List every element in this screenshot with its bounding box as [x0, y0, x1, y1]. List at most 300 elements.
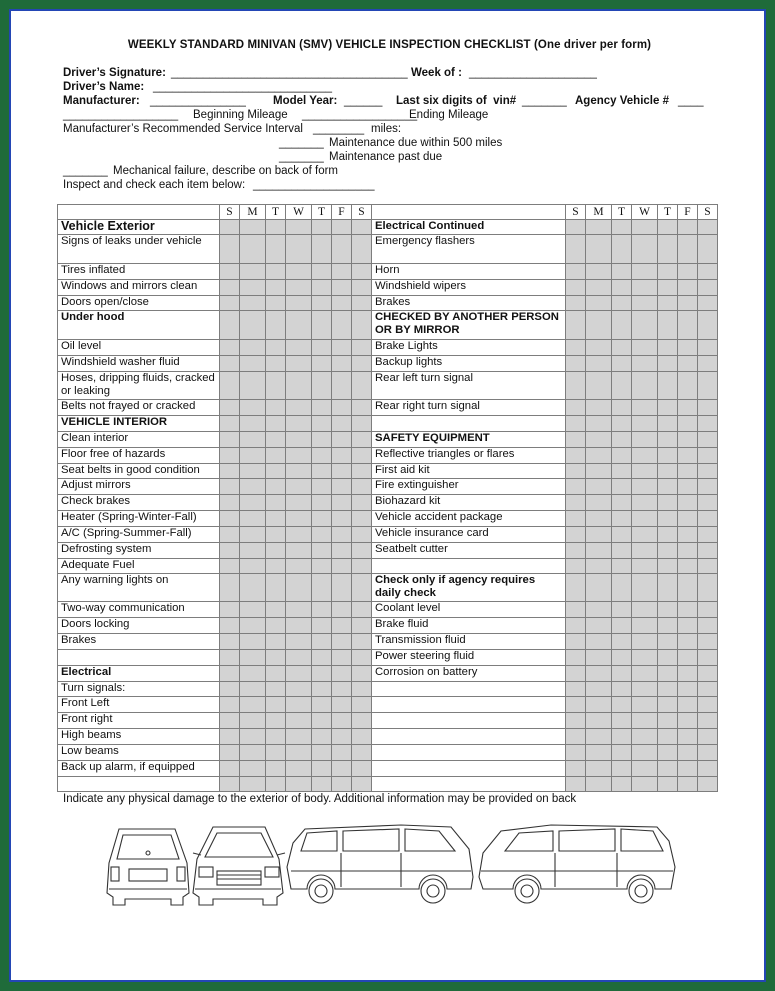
left-check-cell[interactable] [286, 745, 312, 761]
left-check-cell[interactable] [286, 511, 312, 527]
right-check-cell[interactable] [658, 729, 678, 745]
right-check-cell[interactable] [658, 495, 678, 511]
week-of-field[interactable]: ____________________ [469, 67, 597, 79]
right-check-cell[interactable] [612, 280, 632, 296]
left-check-cell[interactable] [240, 511, 266, 527]
right-check-cell[interactable] [658, 777, 678, 792]
right-check-cell[interactable] [586, 479, 612, 495]
left-check-cell[interactable] [352, 264, 372, 280]
left-check-cell[interactable] [286, 634, 312, 650]
left-check-cell[interactable] [286, 296, 312, 311]
right-check-cell[interactable] [612, 416, 632, 432]
right-check-cell[interactable] [566, 559, 586, 574]
left-check-cell[interactable] [312, 220, 332, 235]
left-check-cell[interactable] [266, 372, 286, 400]
right-check-cell[interactable] [658, 340, 678, 356]
left-check-cell[interactable] [312, 543, 332, 559]
left-check-cell[interactable] [266, 650, 286, 666]
right-check-cell[interactable] [658, 235, 678, 264]
right-check-cell[interactable] [612, 634, 632, 650]
right-check-cell[interactable] [698, 618, 718, 634]
left-check-cell[interactable] [266, 618, 286, 634]
left-check-cell[interactable] [332, 296, 352, 311]
left-check-cell[interactable] [352, 713, 372, 729]
left-check-cell[interactable] [286, 235, 312, 264]
left-check-cell[interactable] [240, 697, 266, 713]
left-check-cell[interactable] [240, 220, 266, 235]
left-check-cell[interactable] [286, 682, 312, 697]
right-check-cell[interactable] [612, 618, 632, 634]
right-check-cell[interactable] [678, 432, 698, 448]
left-check-cell[interactable] [352, 372, 372, 400]
left-check-cell[interactable] [286, 495, 312, 511]
right-check-cell[interactable] [566, 527, 586, 543]
right-check-cell[interactable] [698, 264, 718, 280]
right-check-cell[interactable] [586, 464, 612, 479]
right-check-cell[interactable] [658, 543, 678, 559]
left-check-cell[interactable] [352, 400, 372, 416]
left-check-cell[interactable] [332, 264, 352, 280]
left-check-cell[interactable] [266, 682, 286, 697]
left-check-cell[interactable] [220, 634, 240, 650]
right-check-cell[interactable] [566, 682, 586, 697]
left-check-cell[interactable] [220, 527, 240, 543]
left-check-cell[interactable] [352, 280, 372, 296]
left-check-cell[interactable] [332, 697, 352, 713]
right-check-cell[interactable] [566, 464, 586, 479]
right-check-cell[interactable] [612, 448, 632, 464]
left-check-cell[interactable] [266, 356, 286, 372]
right-check-cell[interactable] [678, 296, 698, 311]
right-check-cell[interactable] [632, 372, 658, 400]
right-check-cell[interactable] [698, 574, 718, 602]
left-check-cell[interactable] [286, 340, 312, 356]
left-check-cell[interactable] [286, 432, 312, 448]
right-check-cell[interactable] [632, 495, 658, 511]
right-check-cell[interactable] [586, 559, 612, 574]
left-check-cell[interactable] [352, 777, 372, 792]
right-check-cell[interactable] [658, 220, 678, 235]
left-check-cell[interactable] [266, 280, 286, 296]
right-check-cell[interactable] [586, 264, 612, 280]
left-check-cell[interactable] [352, 745, 372, 761]
left-check-cell[interactable] [286, 559, 312, 574]
left-check-cell[interactable] [286, 372, 312, 400]
right-check-cell[interactable] [632, 618, 658, 634]
right-check-cell[interactable] [632, 235, 658, 264]
left-check-cell[interactable] [240, 682, 266, 697]
left-check-cell[interactable] [240, 527, 266, 543]
left-check-cell[interactable] [220, 340, 240, 356]
left-check-cell[interactable] [312, 280, 332, 296]
right-check-cell[interactable] [698, 511, 718, 527]
left-check-cell[interactable] [286, 220, 312, 235]
right-check-cell[interactable] [698, 296, 718, 311]
right-check-cell[interactable] [612, 682, 632, 697]
right-check-cell[interactable] [612, 372, 632, 400]
right-check-cell[interactable] [586, 296, 612, 311]
agency-vehicle-field[interactable]: ____ [678, 95, 704, 107]
right-check-cell[interactable] [658, 448, 678, 464]
model-year-field[interactable]: ______ [344, 95, 383, 107]
left-check-cell[interactable] [220, 495, 240, 511]
left-check-cell[interactable] [332, 511, 352, 527]
right-check-cell[interactable] [658, 602, 678, 618]
left-check-cell[interactable] [352, 340, 372, 356]
right-check-cell[interactable] [678, 495, 698, 511]
maint-past-field[interactable]: _______ [279, 151, 324, 163]
left-check-cell[interactable] [240, 650, 266, 666]
left-check-cell[interactable] [286, 777, 312, 792]
right-check-cell[interactable] [698, 543, 718, 559]
right-check-cell[interactable] [678, 311, 698, 340]
left-check-cell[interactable] [220, 761, 240, 777]
left-check-cell[interactable] [286, 697, 312, 713]
left-check-cell[interactable] [220, 464, 240, 479]
right-check-cell[interactable] [678, 416, 698, 432]
left-check-cell[interactable] [312, 697, 332, 713]
right-check-cell[interactable] [698, 372, 718, 400]
left-check-cell[interactable] [332, 543, 352, 559]
left-check-cell[interactable] [312, 495, 332, 511]
left-check-cell[interactable] [220, 280, 240, 296]
right-check-cell[interactable] [566, 650, 586, 666]
right-check-cell[interactable] [658, 311, 678, 340]
left-check-cell[interactable] [312, 340, 332, 356]
right-check-cell[interactable] [566, 479, 586, 495]
right-check-cell[interactable] [658, 713, 678, 729]
right-check-cell[interactable] [586, 416, 612, 432]
right-check-cell[interactable] [586, 220, 612, 235]
left-check-cell[interactable] [332, 574, 352, 602]
right-check-cell[interactable] [612, 235, 632, 264]
right-check-cell[interactable] [678, 713, 698, 729]
left-check-cell[interactable] [312, 372, 332, 400]
left-check-cell[interactable] [266, 543, 286, 559]
right-check-cell[interactable] [586, 372, 612, 400]
right-check-cell[interactable] [632, 666, 658, 682]
right-check-cell[interactable] [612, 464, 632, 479]
left-check-cell[interactable] [240, 574, 266, 602]
right-check-cell[interactable] [632, 650, 658, 666]
left-check-cell[interactable] [240, 713, 266, 729]
right-check-cell[interactable] [586, 543, 612, 559]
right-check-cell[interactable] [612, 543, 632, 559]
left-check-cell[interactable] [286, 280, 312, 296]
right-check-cell[interactable] [678, 464, 698, 479]
right-check-cell[interactable] [698, 356, 718, 372]
right-check-cell[interactable] [678, 264, 698, 280]
left-check-cell[interactable] [240, 340, 266, 356]
vin-field[interactable]: _______ [522, 95, 567, 107]
left-check-cell[interactable] [312, 650, 332, 666]
left-check-cell[interactable] [332, 280, 352, 296]
left-check-cell[interactable] [332, 602, 352, 618]
left-check-cell[interactable] [240, 416, 266, 432]
left-check-cell[interactable] [266, 761, 286, 777]
right-check-cell[interactable] [586, 340, 612, 356]
left-check-cell[interactable] [240, 479, 266, 495]
right-check-cell[interactable] [678, 511, 698, 527]
left-check-cell[interactable] [240, 729, 266, 745]
right-check-cell[interactable] [678, 682, 698, 697]
right-check-cell[interactable] [698, 527, 718, 543]
left-check-cell[interactable] [266, 220, 286, 235]
left-check-cell[interactable] [220, 666, 240, 682]
left-check-cell[interactable] [352, 220, 372, 235]
right-check-cell[interactable] [612, 495, 632, 511]
left-check-cell[interactable] [266, 666, 286, 682]
left-check-cell[interactable] [332, 464, 352, 479]
drivers-name-field[interactable]: ____________________________ [153, 81, 333, 93]
right-check-cell[interactable] [566, 311, 586, 340]
left-check-cell[interactable] [352, 511, 372, 527]
right-check-cell[interactable] [678, 745, 698, 761]
left-check-cell[interactable] [352, 574, 372, 602]
left-check-cell[interactable] [352, 666, 372, 682]
right-check-cell[interactable] [698, 713, 718, 729]
left-check-cell[interactable] [240, 543, 266, 559]
right-check-cell[interactable] [632, 543, 658, 559]
left-check-cell[interactable] [332, 713, 352, 729]
left-check-cell[interactable] [332, 235, 352, 264]
right-check-cell[interactable] [632, 713, 658, 729]
ending-mileage-field[interactable]: __________________ [302, 109, 418, 121]
right-check-cell[interactable] [612, 527, 632, 543]
right-check-cell[interactable] [698, 448, 718, 464]
left-check-cell[interactable] [312, 761, 332, 777]
right-check-cell[interactable] [632, 311, 658, 340]
right-check-cell[interactable] [612, 713, 632, 729]
left-check-cell[interactable] [312, 682, 332, 697]
right-check-cell[interactable] [658, 416, 678, 432]
right-check-cell[interactable] [658, 264, 678, 280]
left-check-cell[interactable] [332, 432, 352, 448]
right-check-cell[interactable] [566, 416, 586, 432]
left-check-cell[interactable] [332, 448, 352, 464]
left-check-cell[interactable] [352, 356, 372, 372]
left-check-cell[interactable] [352, 618, 372, 634]
left-check-cell[interactable] [220, 479, 240, 495]
right-check-cell[interactable] [632, 400, 658, 416]
right-check-cell[interactable] [612, 745, 632, 761]
left-check-cell[interactable] [332, 416, 352, 432]
right-check-cell[interactable] [586, 713, 612, 729]
left-check-cell[interactable] [286, 479, 312, 495]
inspect-field[interactable]: ___________________ [253, 179, 375, 191]
right-check-cell[interactable] [632, 729, 658, 745]
left-check-cell[interactable] [220, 311, 240, 340]
left-check-cell[interactable] [332, 650, 352, 666]
left-check-cell[interactable] [266, 511, 286, 527]
left-check-cell[interactable] [332, 220, 352, 235]
right-check-cell[interactable] [586, 602, 612, 618]
left-check-cell[interactable] [312, 464, 332, 479]
left-check-cell[interactable] [332, 527, 352, 543]
left-check-cell[interactable] [332, 559, 352, 574]
left-check-cell[interactable] [312, 400, 332, 416]
right-check-cell[interactable] [566, 729, 586, 745]
left-check-cell[interactable] [352, 296, 372, 311]
right-check-cell[interactable] [612, 264, 632, 280]
left-check-cell[interactable] [240, 761, 266, 777]
left-check-cell[interactable] [266, 464, 286, 479]
left-check-cell[interactable] [266, 559, 286, 574]
left-check-cell[interactable] [332, 618, 352, 634]
right-check-cell[interactable] [612, 296, 632, 311]
left-check-cell[interactable] [220, 697, 240, 713]
right-check-cell[interactable] [612, 432, 632, 448]
right-check-cell[interactable] [566, 280, 586, 296]
left-check-cell[interactable] [286, 729, 312, 745]
right-check-cell[interactable] [612, 511, 632, 527]
right-check-cell[interactable] [612, 650, 632, 666]
left-check-cell[interactable] [266, 634, 286, 650]
left-check-cell[interactable] [352, 602, 372, 618]
left-check-cell[interactable] [266, 479, 286, 495]
left-check-cell[interactable] [286, 666, 312, 682]
left-check-cell[interactable] [286, 311, 312, 340]
left-check-cell[interactable] [240, 464, 266, 479]
right-check-cell[interactable] [566, 713, 586, 729]
right-check-cell[interactable] [566, 296, 586, 311]
left-check-cell[interactable] [312, 745, 332, 761]
left-check-cell[interactable] [266, 777, 286, 792]
right-check-cell[interactable] [612, 311, 632, 340]
right-check-cell[interactable] [586, 511, 612, 527]
manufacturer-field[interactable]: _______________ [150, 95, 246, 107]
left-check-cell[interactable] [332, 729, 352, 745]
right-check-cell[interactable] [566, 432, 586, 448]
left-check-cell[interactable] [220, 650, 240, 666]
right-check-cell[interactable] [678, 777, 698, 792]
left-check-cell[interactable] [220, 416, 240, 432]
left-check-cell[interactable] [286, 713, 312, 729]
left-check-cell[interactable] [312, 602, 332, 618]
right-check-cell[interactable] [566, 264, 586, 280]
right-check-cell[interactable] [698, 682, 718, 697]
right-check-cell[interactable] [612, 777, 632, 792]
maint-500-field[interactable]: _______ [279, 137, 324, 149]
left-check-cell[interactable] [220, 432, 240, 448]
right-check-cell[interactable] [612, 729, 632, 745]
right-check-cell[interactable] [678, 235, 698, 264]
left-check-cell[interactable] [332, 311, 352, 340]
left-check-cell[interactable] [332, 666, 352, 682]
left-check-cell[interactable] [352, 527, 372, 543]
right-check-cell[interactable] [586, 777, 612, 792]
right-check-cell[interactable] [698, 432, 718, 448]
right-check-cell[interactable] [612, 761, 632, 777]
right-check-cell[interactable] [586, 448, 612, 464]
left-check-cell[interactable] [312, 777, 332, 792]
right-check-cell[interactable] [586, 666, 612, 682]
left-check-cell[interactable] [352, 634, 372, 650]
left-check-cell[interactable] [352, 416, 372, 432]
right-check-cell[interactable] [658, 400, 678, 416]
right-check-cell[interactable] [566, 220, 586, 235]
right-check-cell[interactable] [566, 666, 586, 682]
left-check-cell[interactable] [286, 356, 312, 372]
right-check-cell[interactable] [658, 697, 678, 713]
left-check-cell[interactable] [312, 634, 332, 650]
left-check-cell[interactable] [240, 745, 266, 761]
left-check-cell[interactable] [266, 602, 286, 618]
right-check-cell[interactable] [698, 745, 718, 761]
right-check-cell[interactable] [566, 340, 586, 356]
right-check-cell[interactable] [658, 634, 678, 650]
right-check-cell[interactable] [632, 448, 658, 464]
right-check-cell[interactable] [698, 729, 718, 745]
left-check-cell[interactable] [240, 372, 266, 400]
right-check-cell[interactable] [658, 511, 678, 527]
right-check-cell[interactable] [678, 280, 698, 296]
left-check-cell[interactable] [220, 618, 240, 634]
left-check-cell[interactable] [240, 666, 266, 682]
right-check-cell[interactable] [612, 697, 632, 713]
right-check-cell[interactable] [632, 356, 658, 372]
right-check-cell[interactable] [678, 634, 698, 650]
left-check-cell[interactable] [266, 697, 286, 713]
left-check-cell[interactable] [312, 235, 332, 264]
right-check-cell[interactable] [658, 559, 678, 574]
left-check-cell[interactable] [220, 356, 240, 372]
right-check-cell[interactable] [586, 311, 612, 340]
right-check-cell[interactable] [678, 340, 698, 356]
right-check-cell[interactable] [612, 340, 632, 356]
right-check-cell[interactable] [586, 574, 612, 602]
right-check-cell[interactable] [632, 432, 658, 448]
right-check-cell[interactable] [678, 559, 698, 574]
right-check-cell[interactable] [698, 761, 718, 777]
right-check-cell[interactable] [658, 666, 678, 682]
right-check-cell[interactable] [678, 618, 698, 634]
left-check-cell[interactable] [352, 729, 372, 745]
left-check-cell[interactable] [286, 416, 312, 432]
left-check-cell[interactable] [266, 495, 286, 511]
left-check-cell[interactable] [266, 235, 286, 264]
right-check-cell[interactable] [566, 777, 586, 792]
left-check-cell[interactable] [312, 264, 332, 280]
right-check-cell[interactable] [678, 527, 698, 543]
left-check-cell[interactable] [240, 356, 266, 372]
left-check-cell[interactable] [312, 527, 332, 543]
right-check-cell[interactable] [632, 559, 658, 574]
right-check-cell[interactable] [566, 574, 586, 602]
right-check-cell[interactable] [566, 761, 586, 777]
left-check-cell[interactable] [220, 745, 240, 761]
left-check-cell[interactable] [352, 495, 372, 511]
right-check-cell[interactable] [612, 559, 632, 574]
right-check-cell[interactable] [678, 220, 698, 235]
left-check-cell[interactable] [312, 311, 332, 340]
right-check-cell[interactable] [698, 311, 718, 340]
left-check-cell[interactable] [266, 311, 286, 340]
right-check-cell[interactable] [678, 372, 698, 400]
left-check-cell[interactable] [220, 602, 240, 618]
vehicle-diagrams[interactable] [101, 823, 681, 911]
left-check-cell[interactable] [240, 400, 266, 416]
left-check-cell[interactable] [352, 311, 372, 340]
right-check-cell[interactable] [586, 356, 612, 372]
right-check-cell[interactable] [658, 479, 678, 495]
left-check-cell[interactable] [220, 400, 240, 416]
left-check-cell[interactable] [312, 448, 332, 464]
left-check-cell[interactable] [332, 340, 352, 356]
left-check-cell[interactable] [332, 761, 352, 777]
left-check-cell[interactable] [312, 479, 332, 495]
right-check-cell[interactable] [632, 527, 658, 543]
